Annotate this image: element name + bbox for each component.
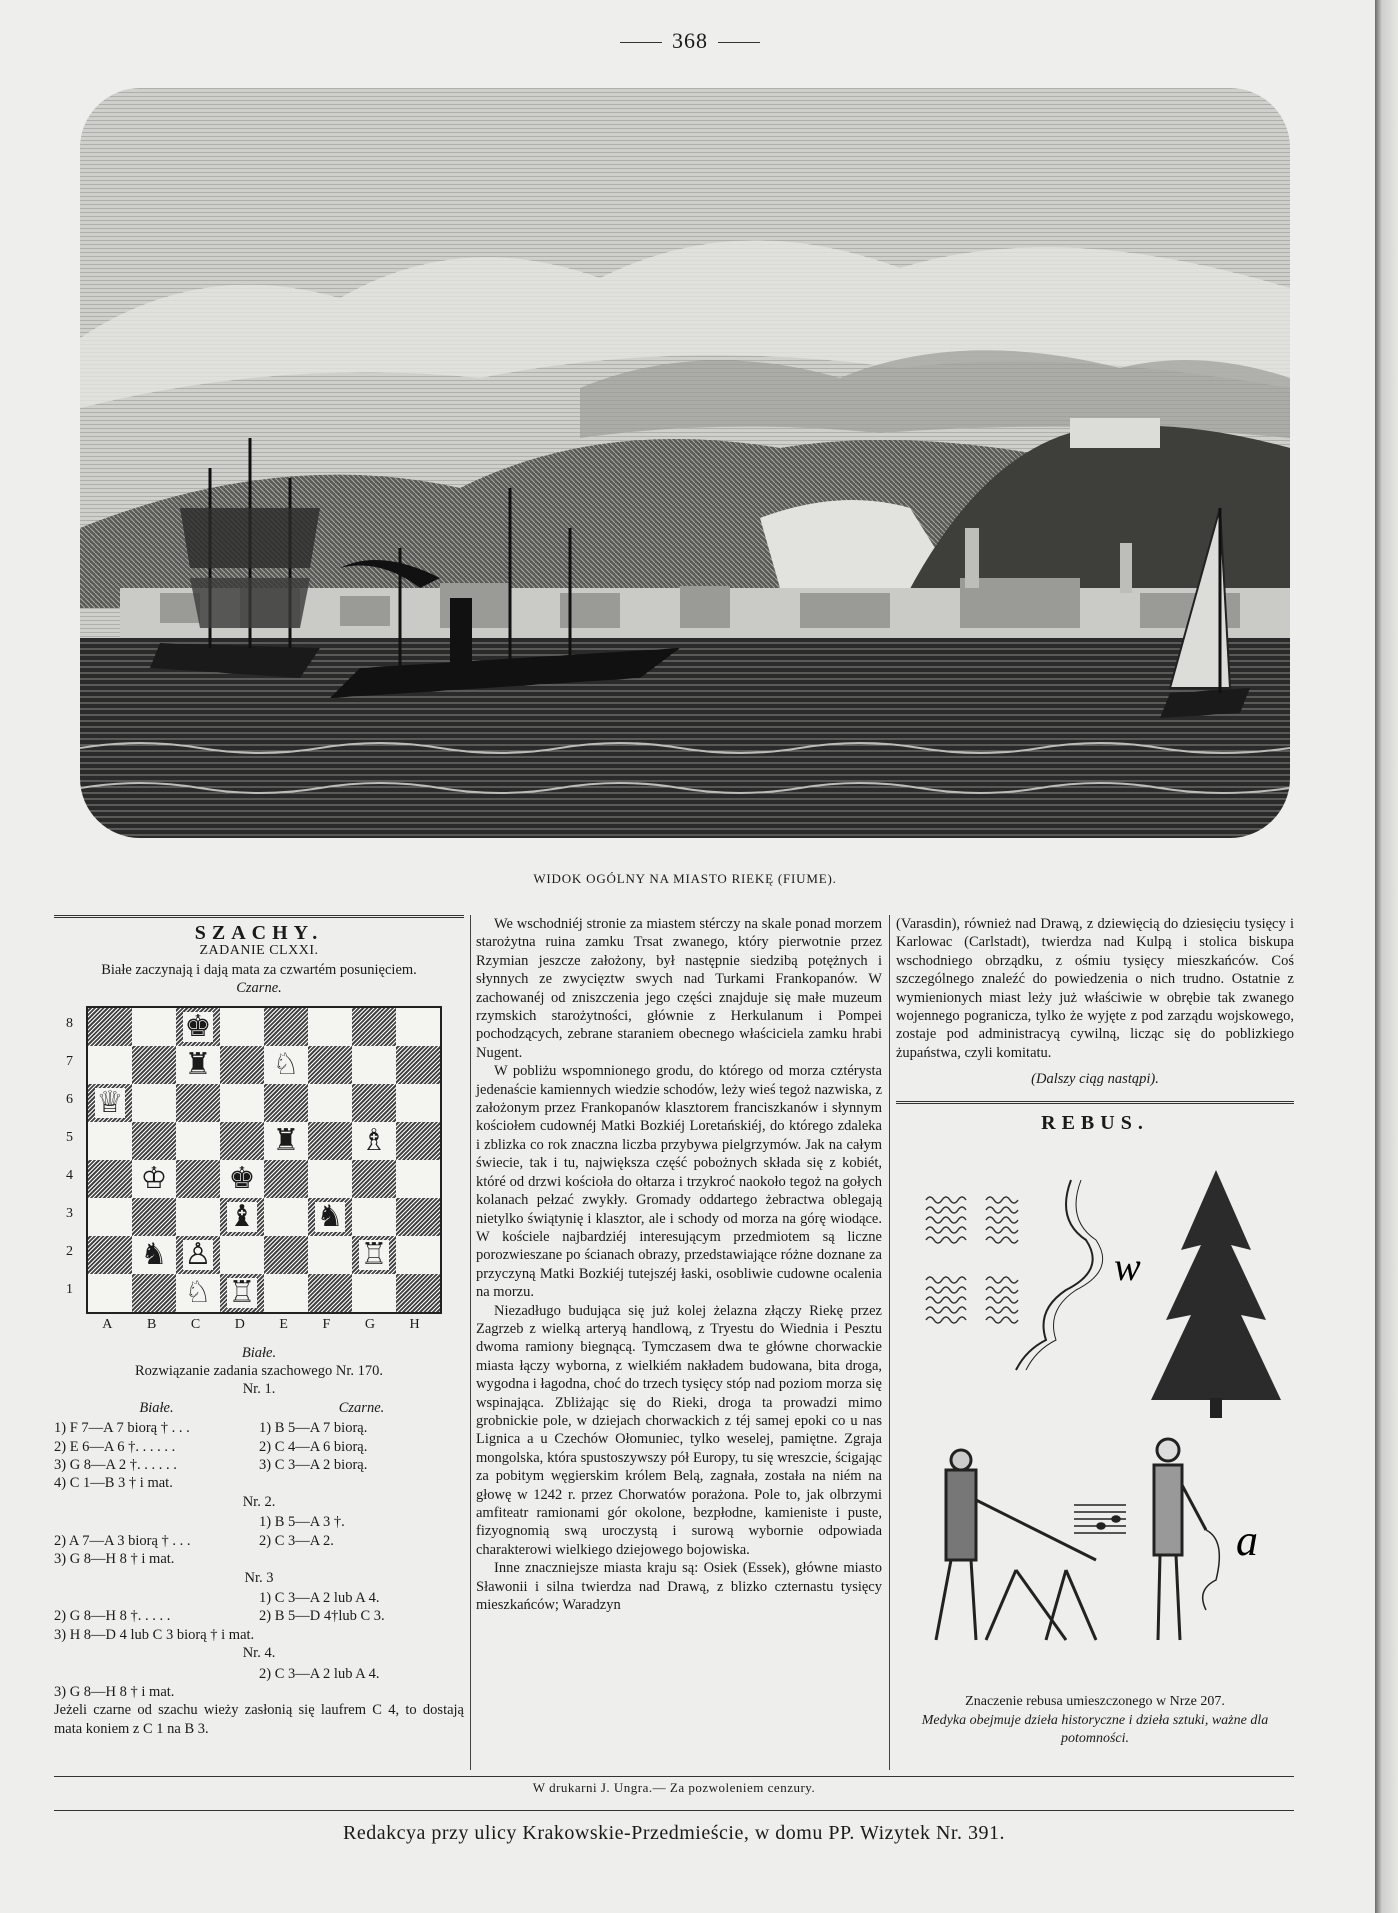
river-map-icon bbox=[1016, 1180, 1093, 1370]
moves-header bbox=[54, 1399, 464, 1417]
board-square bbox=[308, 1122, 352, 1160]
moves-list-nr2 bbox=[54, 1513, 464, 1568]
rank-label: 3 bbox=[66, 1206, 73, 1222]
board-square bbox=[396, 1122, 440, 1160]
board-square bbox=[264, 1122, 308, 1160]
black-column-label: Czarne. bbox=[338, 1399, 385, 1416]
solution-nr3: Nr. 3 bbox=[244, 1569, 274, 1586]
fir-tree-icon bbox=[1151, 1170, 1281, 1418]
column-divider bbox=[470, 915, 471, 1770]
board-square bbox=[220, 1274, 264, 1312]
board-square bbox=[396, 1084, 440, 1122]
board-square bbox=[308, 1008, 352, 1046]
white-move bbox=[54, 1513, 259, 1531]
move-line bbox=[54, 1438, 464, 1456]
black-move bbox=[327, 1474, 464, 1492]
rank-label: 1 bbox=[66, 1282, 73, 1298]
board-square bbox=[264, 1274, 308, 1312]
black-rook-icon: ♜ bbox=[272, 1123, 300, 1157]
board-square bbox=[220, 1122, 264, 1160]
white-move: 3) G 8—H 8 † i mat. bbox=[54, 1683, 175, 1700]
white-knight-icon: ♘ bbox=[272, 1047, 300, 1081]
black-move: 2) C 4—A 6 biorą. bbox=[259, 1438, 368, 1455]
rebus-letter-a: a bbox=[1236, 1516, 1258, 1566]
board-square bbox=[264, 1236, 308, 1274]
black-move: 1) B 5—A 7 biorą. bbox=[259, 1420, 368, 1437]
white-bishop-icon: ♗ bbox=[360, 1123, 388, 1157]
moves-list-nr1 bbox=[54, 1419, 464, 1493]
solution-title: Rozwiązanie zadania szachowego Nr. 170. bbox=[134, 1363, 383, 1380]
article-column-middle bbox=[476, 915, 882, 1614]
board-square bbox=[220, 1236, 264, 1274]
white-king-icon: ♔ bbox=[140, 1161, 168, 1195]
rebus-heading: REBUS. bbox=[1041, 1111, 1149, 1134]
board-square bbox=[352, 1274, 396, 1312]
white-move bbox=[54, 1665, 259, 1683]
black-move: 2) C 3—A 2 lub A 4. bbox=[259, 1665, 380, 1682]
white-move: 2) E 6—A 6 †. . . . . . bbox=[54, 1438, 176, 1455]
chess-problem-number: ZADANIE CLXXI. bbox=[199, 943, 319, 959]
board-square bbox=[88, 1008, 132, 1046]
move-line bbox=[54, 1474, 464, 1492]
move-line bbox=[54, 1626, 464, 1644]
white-move: 2) G 8—H 8 †. . . . . bbox=[54, 1608, 171, 1625]
board-square bbox=[132, 1236, 176, 1274]
standing-man-icon bbox=[1154, 1439, 1219, 1640]
board-square bbox=[352, 1160, 396, 1198]
board-square bbox=[264, 1008, 308, 1046]
board-square bbox=[132, 1008, 176, 1046]
board-square bbox=[132, 1084, 176, 1122]
board-square bbox=[352, 1236, 396, 1274]
board-square bbox=[352, 1198, 396, 1236]
board-square bbox=[308, 1274, 352, 1312]
file-label: G bbox=[364, 1316, 377, 1332]
board-square bbox=[396, 1046, 440, 1084]
board-square bbox=[396, 1236, 440, 1274]
black-king-icon: ♚ bbox=[228, 1161, 256, 1195]
rank-label: 2 bbox=[66, 1244, 73, 1260]
board-square bbox=[308, 1046, 352, 1084]
chess-heading: SZACHY. bbox=[194, 922, 324, 944]
black-move: 2) C 3—A 2. bbox=[259, 1532, 334, 1549]
rank-label: 4 bbox=[66, 1168, 73, 1184]
black-knight-icon: ♞ bbox=[140, 1237, 168, 1271]
file-label: E bbox=[279, 1316, 290, 1332]
article-column-right bbox=[896, 915, 1294, 1749]
board-square bbox=[176, 1122, 220, 1160]
board-square bbox=[88, 1198, 132, 1236]
solution-nr4: Nr. 4. bbox=[242, 1645, 276, 1662]
black-move: 2) B 5—D 4†lub C 3. bbox=[259, 1608, 385, 1625]
editorial-address: Redakcya przy ulicy Krakowskie-Przedmieście, w domu PP. Wizytek Nr. 391. bbox=[343, 1822, 1005, 1844]
solution-nr1: Nr. 1. bbox=[242, 1381, 276, 1398]
harbor-scene-illustration bbox=[80, 88, 1290, 838]
black-king-icon: ♚ bbox=[184, 1009, 212, 1043]
white-pawn-icon: ♙ bbox=[184, 1237, 212, 1271]
file-label: D bbox=[234, 1316, 247, 1332]
footer-rule bbox=[54, 1810, 1294, 1811]
board-square bbox=[264, 1084, 308, 1122]
white-move: 3) H 8—D 4 lub C 3 biorą † i mat. bbox=[54, 1626, 255, 1643]
board-square bbox=[176, 1198, 220, 1236]
chess-instruction: Białe zaczynają i dają mata za czwartém posunięciem. bbox=[101, 961, 417, 978]
white-knight-icon: ♘ bbox=[184, 1275, 212, 1309]
board-square bbox=[220, 1160, 264, 1198]
article-paragraph: Niezadługo budująca się już kolej żelazna złączy Riekę przez Zagrzeb z wielką arteryą handlową, z Tryestu do Wiednia i Pesztu dwoma ramiony biegnącą. Tymczasem dwa te główne chorwackie miasta łączy wyborna, z wielkiém nakładem budowana, bita droga, wygodna i łagodna, choć do trzech tysięcy stóp nad poziom morza się wspinająca. Zbliżając się do Rieki, droga ta prowadzi mimo grobnickie pole, w dziejach chorwackich z téj samej epoki co u nas Lignica a u Czechów Ołomuniec, tylko weselej, pamiętne. Zgraja mongolska, która spustoszywszy pół Europy, tu się wreszcie, ścigając za pobitym węgierskim królem Belą, zagnała, została na niém na głowę w 1242 r. przez Chorwatów porażona. Pole to, jak olbrzymi amfiteatr ramionami gór okolone, bezpłodne, kamieniste i puste, fizyognomią swą uroczystą i surową wybornie odpowiada charakterowi wielkiego dziejowego bojowiska. bbox=[476, 1302, 882, 1558]
board-square bbox=[176, 1274, 220, 1312]
rebus-illustration bbox=[896, 1140, 1294, 1680]
chess-column bbox=[54, 915, 464, 1738]
black-label: Czarne. bbox=[236, 980, 282, 997]
black-rook-icon: ♜ bbox=[184, 1047, 212, 1081]
chess-diagram bbox=[54, 1002, 464, 1344]
file-label: C bbox=[190, 1316, 203, 1332]
file-label: H bbox=[409, 1316, 422, 1332]
article-paragraph: W pobliżu wspomnionego grodu, do którego od morza cztérysta jedenaście kamiennych wiedzie schodów, leży wieś tegoż nazwiska, z założonym przez Frankopanów klasztorem franciszkanów i słynnym kościołem cudownéj Matki Bozkiéj Loretańskiéj, do którego zdaleka i zblizka co rok znaczna liczba przybywa pielgrzymów. Jak na całym świecie, tak i tu, największa część pobożnych składa się z kobiét, któré od drzwi kościoła do ołtarza i trzykroć naokoło tegoż na gołych kolanach pełzać zwykły. Gromady oddartego żebractwa oblegają nietylko świątynię i klasztor, ale i schody od morza na górę wiodące. W kościele najbardziéj interesującym przedmiotem są liczne porozwieszane po ścianach obrazy, przedstawiające różne doznane za przyczyną Matki Bozkiéj tutejszéj łaski, osobliwie cudowne ocalenia na morzu. bbox=[476, 1063, 882, 1301]
white-column-label: Białe. bbox=[139, 1399, 174, 1416]
printer-imprint: W drukarni J. Ungra.— Za pozwoleniem cenzury. bbox=[532, 1780, 816, 1795]
white-rook-icon: ♖ bbox=[360, 1237, 388, 1271]
board-square bbox=[88, 1084, 132, 1122]
rank-labels bbox=[66, 1006, 73, 1310]
board-square bbox=[396, 1274, 440, 1312]
move-line bbox=[54, 1683, 464, 1701]
black-move bbox=[327, 1683, 464, 1701]
file-label: B bbox=[146, 1316, 159, 1332]
music-notes-icon bbox=[1074, 1505, 1126, 1533]
board-square bbox=[396, 1160, 440, 1198]
board-square bbox=[176, 1084, 220, 1122]
white-queen-icon: ♕ bbox=[96, 1085, 124, 1119]
file-label: F bbox=[322, 1316, 333, 1332]
board-square bbox=[88, 1046, 132, 1084]
board-square bbox=[220, 1198, 264, 1236]
scribble-blocks-icon bbox=[926, 1197, 1018, 1323]
white-rook-icon: ♖ bbox=[228, 1275, 256, 1309]
board-square bbox=[352, 1122, 396, 1160]
black-move: 1) C 3—A 2 lub A 4. bbox=[259, 1589, 380, 1606]
board-square bbox=[308, 1236, 352, 1274]
move-line bbox=[54, 1513, 464, 1531]
section-rule bbox=[54, 915, 464, 918]
board-square bbox=[220, 1084, 264, 1122]
board-square bbox=[176, 1160, 220, 1198]
board-square bbox=[352, 1008, 396, 1046]
board-square bbox=[132, 1046, 176, 1084]
board-square bbox=[88, 1236, 132, 1274]
black-move bbox=[327, 1626, 464, 1644]
board-square bbox=[352, 1046, 396, 1084]
file-labels bbox=[86, 1316, 438, 1334]
continued-notice: (Dalszy ciąg nastąpi). bbox=[1031, 1071, 1159, 1088]
rank-label: 7 bbox=[66, 1054, 73, 1070]
board-square bbox=[396, 1008, 440, 1046]
board-square bbox=[220, 1046, 264, 1084]
board-square bbox=[264, 1046, 308, 1084]
article-paragraph: (Varasdin), również nad Drawą, z dziewięcią do dziesięciu tysięcy i Karlowac (Carlstadt), twierdza nad Kulpą i stolica biskupa wschodniego obrządku, z ośmiu tysięcy mieszkańców. Coś szczególnego znaleźć do powiedzenia o nich trudno. Ostatnie z wymienionych miast leży już właściwie w obrębie tak zwanego wojennego pogranicza, tylko że wyjęte z pod zarządu wojskowego, zostaje pod administracyą cywilną, licząc się do poblizkiego żupaństwa, czyli komitatu. bbox=[896, 916, 1294, 1061]
white-move bbox=[54, 1589, 259, 1607]
move-line bbox=[54, 1456, 464, 1474]
footer-rule bbox=[54, 1776, 1294, 1777]
rank-label: 8 bbox=[66, 1016, 73, 1032]
board-square bbox=[176, 1236, 220, 1274]
column-divider bbox=[889, 915, 890, 1770]
rebus-answer-title: Znaczenie rebusa umieszczonego w Nrze 207. bbox=[965, 1694, 1225, 1710]
board-square bbox=[264, 1198, 308, 1236]
illustration-caption: WIDOK OGÓLNY NA MIASTO RIEKĘ (FIUME). bbox=[533, 871, 837, 886]
moves-list-nr4 bbox=[54, 1665, 464, 1702]
board-square bbox=[308, 1160, 352, 1198]
adjacent-page-edge bbox=[1375, 0, 1398, 1913]
board-square bbox=[88, 1274, 132, 1312]
board-square bbox=[88, 1122, 132, 1160]
move-line bbox=[54, 1589, 464, 1607]
rank-label: 6 bbox=[66, 1092, 73, 1108]
board-square bbox=[308, 1198, 352, 1236]
file-label: A bbox=[102, 1316, 115, 1332]
board-square bbox=[132, 1198, 176, 1236]
move-line bbox=[54, 1419, 464, 1437]
white-label: Białe. bbox=[241, 1344, 277, 1361]
board-square bbox=[176, 1046, 220, 1084]
board-square bbox=[220, 1008, 264, 1046]
white-move: 1) F 7—A 7 biorą † . . . bbox=[54, 1420, 190, 1437]
solution-nr2: Nr. 2. bbox=[242, 1493, 276, 1510]
white-move: 2) A 7—A 3 biorą † . . . bbox=[54, 1532, 191, 1549]
man-with-saw-icon bbox=[936, 1450, 1096, 1640]
board-square bbox=[176, 1008, 220, 1046]
board-square bbox=[352, 1084, 396, 1122]
black-move: 3) C 3—A 2 biorą. bbox=[259, 1457, 368, 1474]
rank-label: 5 bbox=[66, 1130, 73, 1146]
white-move: 3) G 8—A 2 †. . . . . . bbox=[54, 1457, 177, 1474]
harbor-engraving bbox=[80, 88, 1290, 838]
move-line bbox=[54, 1532, 464, 1550]
board-square bbox=[308, 1084, 352, 1122]
white-move: 3) G 8—H 8 † i mat. bbox=[54, 1551, 175, 1568]
board-square bbox=[132, 1122, 176, 1160]
rebus-letter-w: w bbox=[1114, 1244, 1141, 1290]
page-number: 368 bbox=[600, 28, 780, 54]
black-knight-icon: ♞ bbox=[316, 1199, 344, 1233]
white-move: 4) C 1—B 3 † i mat. bbox=[54, 1475, 173, 1492]
article-paragraph: We wschodniéj stronie za miastem stérczy na skale ponad morzem starożytna ruina zamku Trsat zwanego, który pierwotnie przez Rzymian jeszcze założony, był następnie siedzibą potężnych i słynnych ze zwycięztw swych nad Turkami Frankopanów. W zachowanéj od zniszczenia jego części znajduje się małe muzeum rzymskich starożytności, głównie z Herkulanum i Pompei pochodzących, zebrane staraniem obecnego właściciela zamku hrabi Nugent. bbox=[476, 916, 882, 1061]
rebus-answer-text: Medyka obejmuje dzieła historyczne i dzieła sztuki, ważne dla potomności. bbox=[921, 1712, 1269, 1747]
moves-list-nr3 bbox=[54, 1589, 464, 1644]
move-line bbox=[54, 1550, 464, 1568]
move-line bbox=[54, 1607, 464, 1625]
board-square bbox=[396, 1198, 440, 1236]
black-bishop-icon: ♝ bbox=[228, 1199, 256, 1233]
board-square bbox=[88, 1160, 132, 1198]
board-square bbox=[264, 1160, 308, 1198]
black-move bbox=[327, 1550, 464, 1568]
board-square bbox=[132, 1274, 176, 1312]
section-rule bbox=[896, 1101, 1294, 1104]
article-paragraph: Inne znaczniejsze miasta kraju są: Osiek (Essek), główne miasto Sławonii i silna twierdza nad Drawą, z blizko czternastu tysięcy mieszkańców; Waradzyn bbox=[476, 1560, 882, 1614]
board-square bbox=[132, 1160, 176, 1198]
move-line bbox=[54, 1665, 464, 1683]
chess-board bbox=[86, 1006, 442, 1314]
black-move: 1) B 5—A 3 †. bbox=[259, 1514, 345, 1531]
chess-note: Jeżeli czarne od szachu wieży zasłonią się laufrem C 4, to dostają mata koniem z C 1 na B 3. bbox=[54, 1702, 464, 1737]
